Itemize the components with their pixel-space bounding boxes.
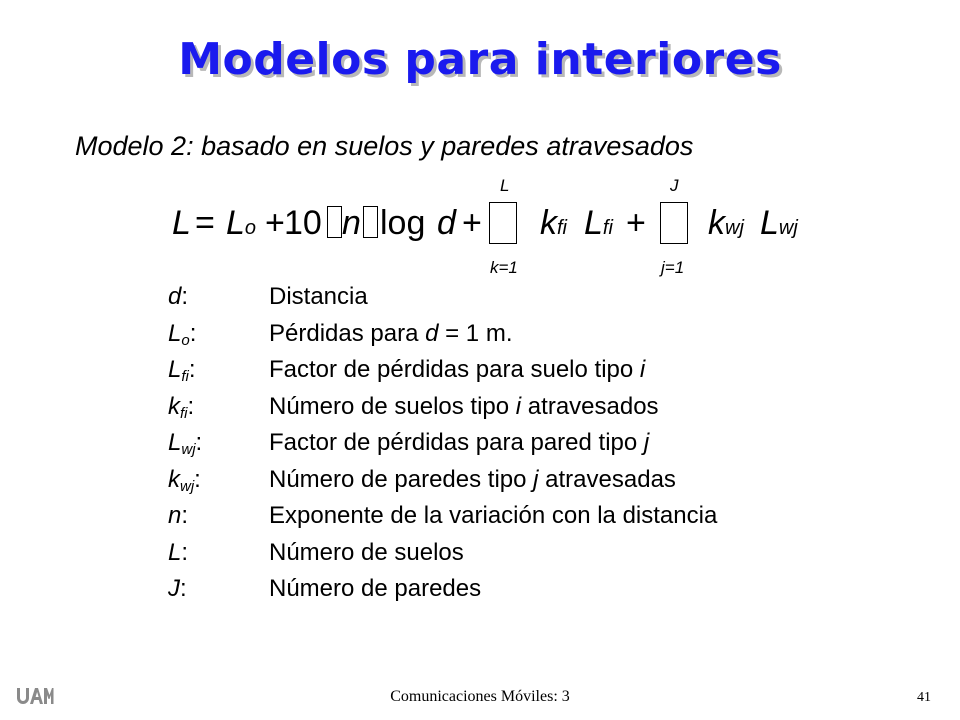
- formula-d: d: [437, 204, 456, 242]
- definition-symbol-base: k: [168, 392, 180, 420]
- definition-text-var: i: [515, 392, 522, 420]
- definition-symbol: [168, 393, 194, 421]
- definition-text-pre: Número de suelos: [269, 538, 464, 566]
- definition-text-pre: Número de suelos tipo: [269, 392, 516, 420]
- definition-colon: :: [181, 538, 189, 566]
- definition-text-post: atravesadas: [538, 465, 676, 493]
- definition-text: [269, 320, 512, 348]
- definition-text: [269, 283, 368, 311]
- definition-symbol: [168, 356, 196, 384]
- definition-symbol-base: n: [168, 502, 182, 529]
- formula-lfi-sub: fi: [602, 217, 613, 239]
- definition-text: [269, 539, 464, 567]
- sum2-missing-sigma: [660, 202, 688, 244]
- formula-kfi-base: k: [540, 204, 557, 242]
- formula-lhs: L: [172, 204, 191, 242]
- definition-symbol-sub: fi: [180, 404, 188, 422]
- slide-footer: Comunicaciones Móviles: 3: [390, 688, 570, 705]
- definition-colon: :: [181, 283, 189, 310]
- definition-text-var: i: [639, 356, 646, 383]
- formula-plus-2: +: [462, 204, 482, 242]
- definition-text-pre: Pérdidas para: [269, 319, 426, 347]
- formula-missing-glyph-2: [363, 206, 378, 238]
- definition-text-pre: Factor de pérdidas para pared tipo: [269, 429, 644, 456]
- definition-colon: :: [180, 575, 187, 602]
- definition-symbol-base: L: [168, 356, 182, 383]
- formula-kwj-sub: wj: [725, 217, 744, 239]
- sum1-missing-sigma: [489, 202, 517, 244]
- definition-text-pre: Distancia: [269, 283, 368, 310]
- definition-symbol: [168, 466, 201, 494]
- sum1-upper-limit: L: [500, 176, 510, 195]
- definition-colon: :: [181, 502, 189, 529]
- definition-text-post: atravesados: [521, 392, 659, 420]
- definition-text: [269, 466, 676, 494]
- definition-symbol: [168, 502, 188, 530]
- definition-text-var: j: [533, 465, 539, 493]
- definition-symbol-base: k: [168, 465, 180, 493]
- page-number: 41: [917, 690, 931, 705]
- formula-kwj: [708, 206, 744, 240]
- formula-l0: [226, 206, 256, 240]
- formula-n: n: [342, 204, 361, 242]
- definition-text-pre: Número de paredes tipo: [269, 465, 534, 493]
- definition-text-pre: Exponente de la variación con la distancia: [269, 502, 718, 529]
- definition-symbol: [168, 429, 202, 457]
- formula-missing-glyph-1: [327, 206, 342, 238]
- formula-plus-1: +: [265, 204, 285, 242]
- definition-colon: :: [194, 465, 201, 493]
- formula-plus-3: +: [626, 204, 646, 242]
- formula-lfi: [584, 206, 613, 240]
- definition-symbol: [168, 320, 196, 348]
- definition-text-pre: Factor de pérdidas para suelo tipo: [269, 356, 640, 383]
- definition-symbol-base: J: [168, 575, 180, 602]
- formula-log: log: [380, 204, 426, 242]
- sum2-upper-limit: J: [670, 176, 679, 195]
- definition-colon: :: [187, 392, 195, 420]
- definition-text-var: j: [643, 429, 650, 456]
- path-loss-formula: [0, 0, 960, 290]
- formula-l0-sub: o: [244, 217, 257, 239]
- definition-colon: :: [195, 429, 203, 456]
- definition-symbol: [168, 539, 188, 567]
- definition-symbol-sub: o: [181, 331, 190, 349]
- formula-coef: 10: [284, 204, 322, 242]
- definition-symbol-base: d: [168, 283, 182, 310]
- definition-colon: :: [188, 356, 196, 383]
- definition-symbol: [168, 575, 187, 603]
- formula-lfi-base: L: [584, 204, 603, 242]
- definition-text: [269, 575, 481, 603]
- definition-text-var: d: [425, 319, 439, 347]
- formula-lwj: [760, 206, 798, 240]
- formula-equals: =: [195, 204, 215, 242]
- definition-text: [269, 502, 717, 530]
- definition-symbol: [168, 283, 188, 311]
- definition-colon: :: [189, 319, 197, 347]
- definition-text: [269, 356, 645, 384]
- formula-kwj-base: k: [708, 204, 725, 242]
- definition-symbol-base: L: [168, 429, 182, 456]
- formula-l0-base: L: [226, 204, 245, 242]
- definition-text-post: = 1 m.: [438, 319, 513, 347]
- formula-lwj-sub: wj: [778, 217, 798, 239]
- formula-kfi-sub: fi: [557, 217, 567, 239]
- slide-subtitle: Modelo 2: basado en suelos y paredes atravesados: [75, 131, 694, 161]
- formula-lwj-base: L: [760, 204, 779, 242]
- definition-symbol-base: L: [168, 319, 182, 347]
- definition-text-pre: Número de paredes: [269, 575, 482, 602]
- formula-kfi: [540, 206, 567, 240]
- definition-text: [269, 429, 649, 457]
- sum1-lower-limit: k=1: [490, 258, 518, 277]
- definition-text: [269, 393, 659, 421]
- definition-symbol-sub: fi: [181, 368, 189, 385]
- definition-symbol-sub: wj: [181, 441, 196, 458]
- slide-title: Modelos para interiores: [178, 34, 782, 85]
- definition-symbol-base: L: [168, 538, 182, 566]
- sum2-lower-limit: j=1: [661, 258, 685, 277]
- definition-symbol-sub: wj: [180, 477, 195, 495]
